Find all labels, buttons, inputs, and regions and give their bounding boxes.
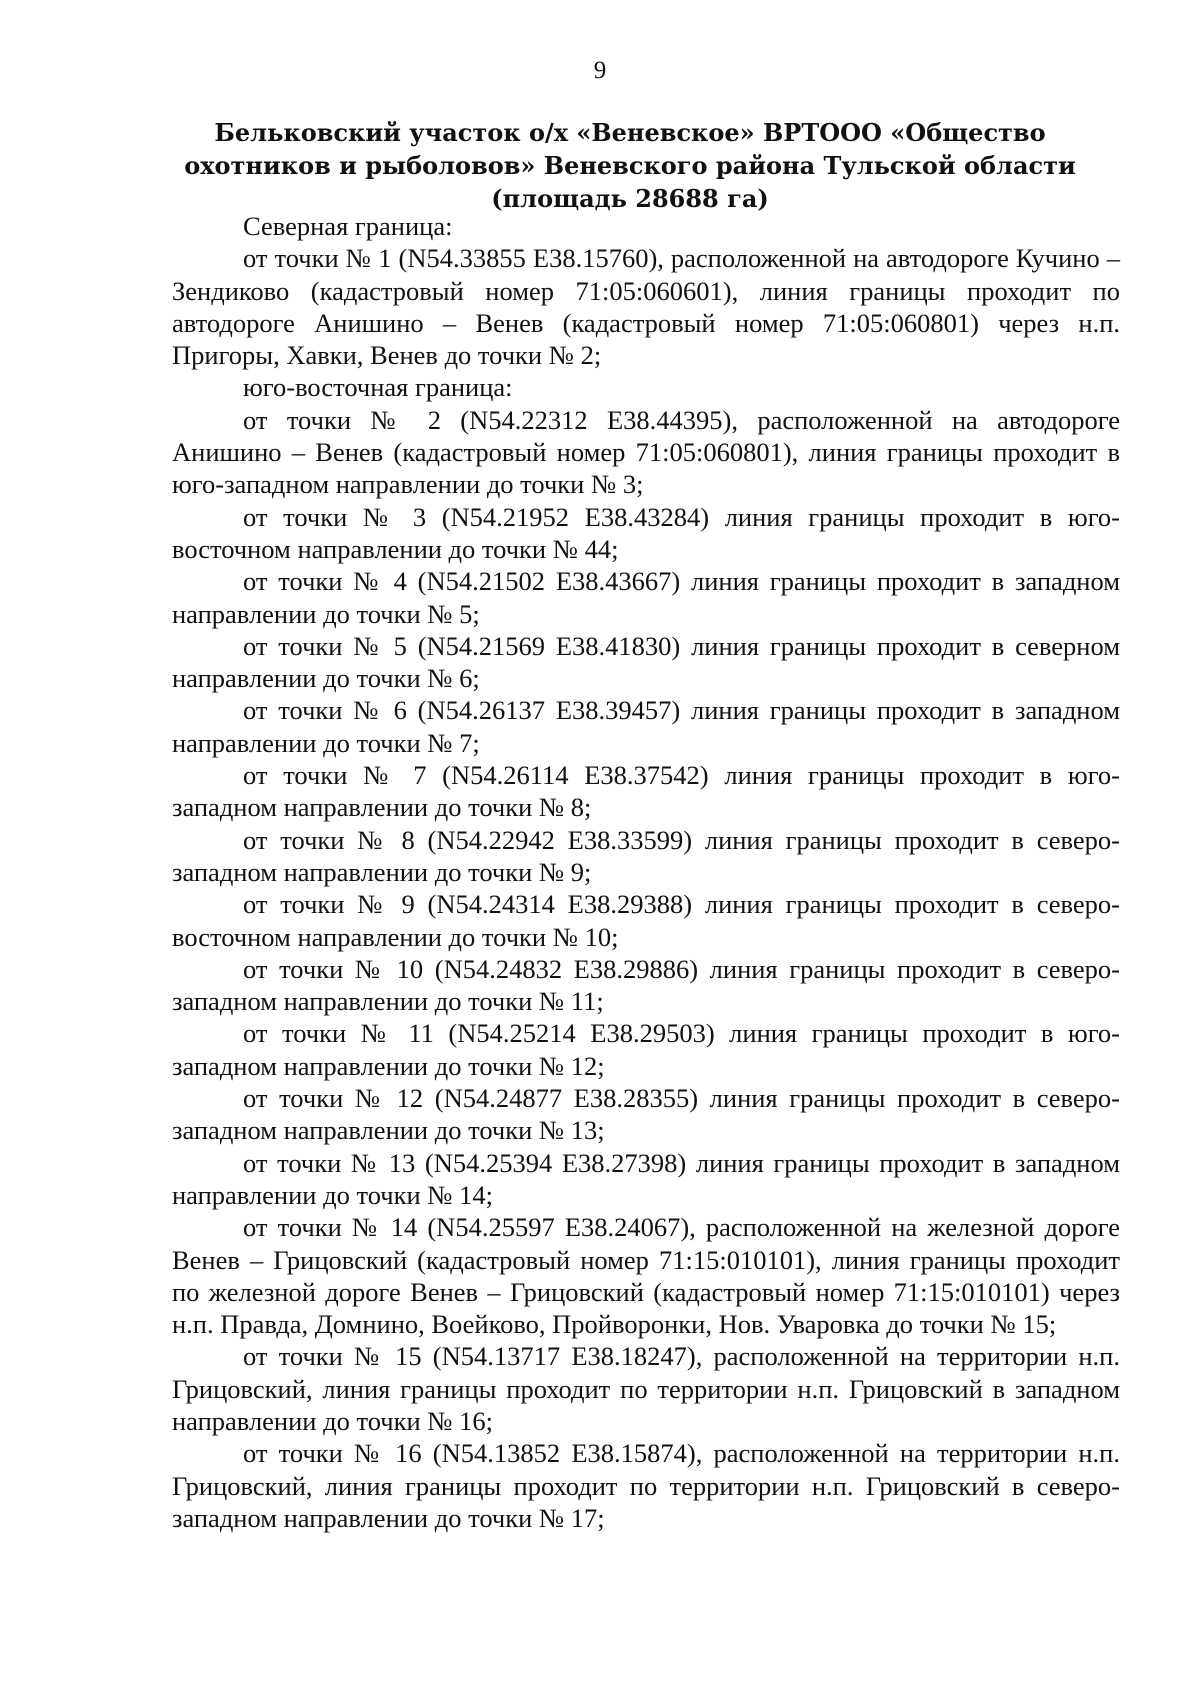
paragraph-point-16: от точки № 16 (N54.13852 E38.15874), расположенной на территории н.п. Грицовский, линия границы проходит по территории н.п. Грицовский в северо-западном направлении до точки № 17; (172, 1438, 1120, 1533)
paragraph-point-2: от точки № 2 (N54.22312 E38.44395), расположенной на автодороге Анишино – Венев (кадастровый номер 71:05:060801), линия границы проходит в юго-западном направлении до точки № 3; (172, 404, 1120, 500)
paragraph-point-8: от точки № 8 (N54.22942 E38.33599) линия границы проходит в северо-западном направлении до точки № 9; (172, 824, 1120, 887)
paragraph-point-12: от точки № 12 (N54.24877 E38.28355) линия границы проходит в северо-западном направлении до точки № 13; (172, 1083, 1120, 1146)
boundary-description (172, 210, 1120, 1534)
paragraph-point-13: от точки № 13 (N54.25394 E38.27398) линия границы проходит в западном направлении до точки № 14; (172, 1147, 1120, 1210)
paragraph-southeast-boundary-heading: юго-восточная граница: (243, 372, 513, 403)
paragraph-point-9: от точки № 9 (N54.24314 E38.29388) линия границы проходит в северо-восточном направлении до точки № 10; (172, 889, 1120, 952)
paragraph-north-boundary-heading: Северная граница: (243, 211, 453, 241)
paragraph-point-3: от точки № 3 (N54.21952 E38.43284) линия границы проходит в юго-восточном направлении до точки № 44; (172, 501, 1120, 564)
paragraph-point-1: от точки № 1 (N54.33855 E38.15760), расположенной на автодороге Кучино – Зендиково (кадастровый номер 71:05:060601), линия границы проходит по автодороге Анишино – Венев (кадастровый номер 71:05:060801) через н.п. Пригоры, Хавки, Венев до точки № 2; (172, 243, 1120, 371)
paragraph-point-15: от точки № 15 (N54.13717 E38.18247), расположенной на территории н.п. Грицовский, линия границы проходит по территории н.п. Грицовский в западном направлении до точки № 16; (172, 1341, 1120, 1436)
paragraph-point-6: от точки № 6 (N54.26137 E38.39457) линия границы проходит в западном направлении до точки № 7; (172, 695, 1120, 758)
document-title: Бельковский участок о/х «Веневское» ВРТООО «Общество охотников и рыболовов» Веневского района Тульской области (площадь 28688 га) (184, 118, 1076, 213)
paragraph-point-4: от точки № 4 (N54.21502 E38.43667) линия границы проходит в западном направлении до точки № 5; (172, 566, 1120, 629)
paragraph-point-11: от точки № 11 (N54.25214 E38.29503) линия границы проходит в юго-западном направлении до точки № 12; (172, 1018, 1120, 1081)
paragraph-point-10: от точки № 10 (N54.24832 E38.29886) линия границы проходит в северо-западном направлении до точки № 11; (172, 953, 1120, 1017)
paragraph-point-14: от точки № 14 (N54.25597 E38.24067), расположенной на железной дороге Венев – Грицовский (кадастровый номер 71:15:010101), линия границы проходит по железной дороге Венев – Грицовский (кадастровый номер 71:15:010101) через н.п. Правда, Домнино, Воейково, Пройворонки, Нов. Уваровка до точки № 15; (172, 1212, 1120, 1340)
page-number: 9 (593, 57, 607, 84)
paragraph-point-7: от точки № 7 (N54.26114 E38.37542) линия границы проходит в юго-западном направлении до точки № 8; (172, 760, 1120, 823)
paragraph-point-5: от точки № 5 (N54.21569 E38.41830) линия границы проходит в северном направлении до точки № 6; (172, 630, 1120, 694)
